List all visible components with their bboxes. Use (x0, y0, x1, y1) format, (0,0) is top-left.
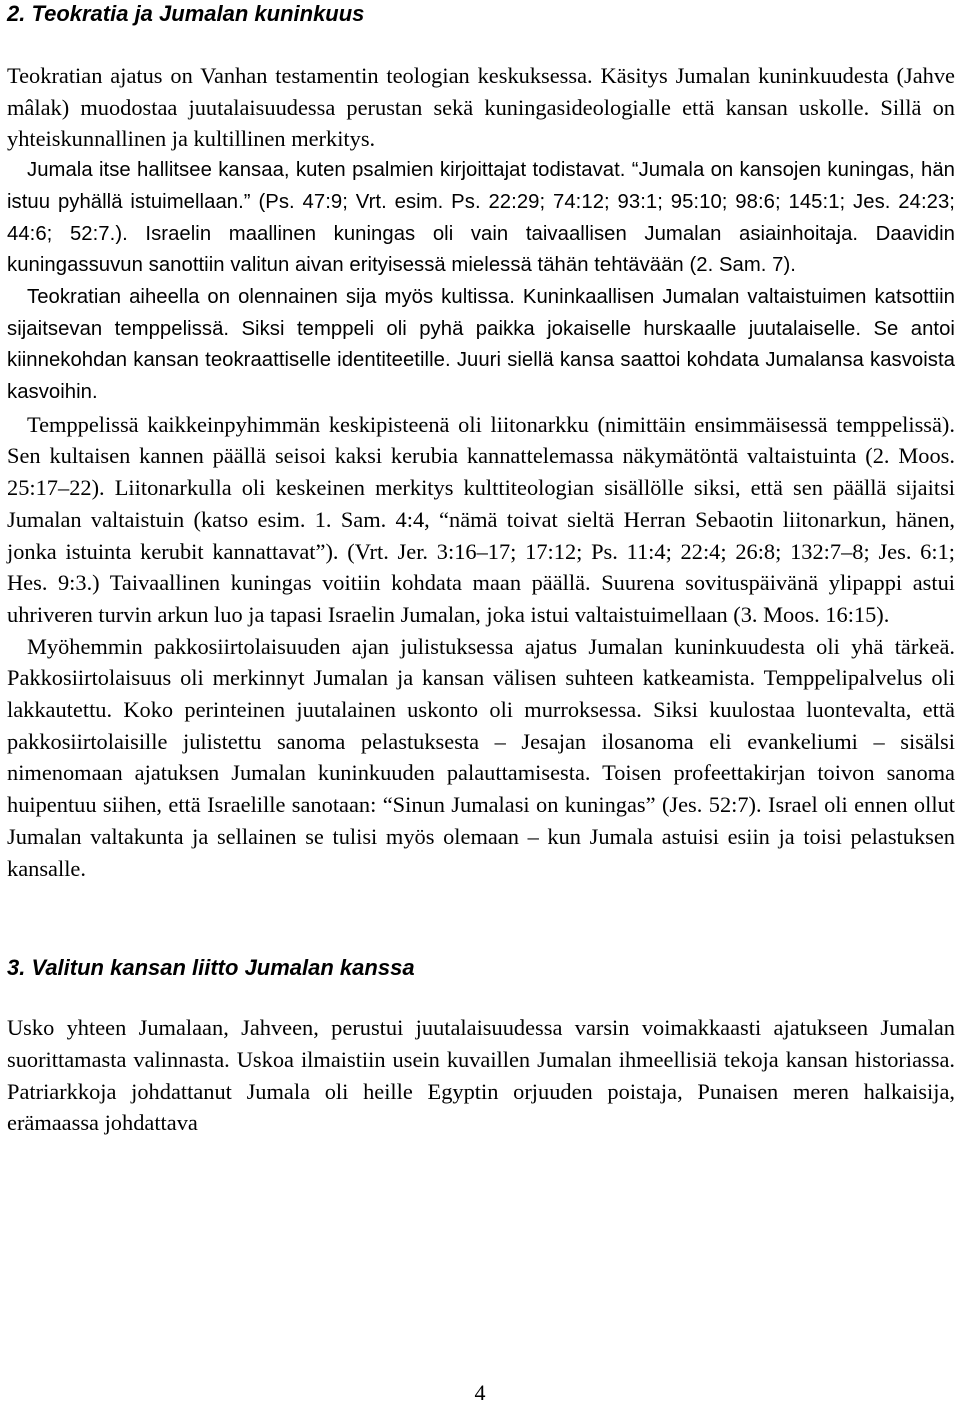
paragraph: Usko yhteen Jumalaan, Jahveen, perustui juutalaisuudessa varsin voimakkaasti ajatukseen Jumalan suorittamasta valinnasta. Uskoa ilmaistiin usein kuvaillen Jumalan ihmeellisiä tekoja kansan historiassa. Patriarkkoja johdattanut Jumala oli heille Egyptin orjuuden poistaja, Punaisen meren halkaisija, erämaassa johdattava (7, 1015, 955, 1136)
document-page (7, 0, 955, 1139)
paragraph: Jumala itse hallitsee kansaa, kuten psalmien kirjoittajat todistavat. “Jumala on kansojen kuningas, hän istuu pyhällä istuimellaan.” (Ps. 47:9; Vrt. esim. Ps. 22:29; 74:12; 93:1; 95:10; 98:6; 145:1; Jes. 24:23; 44:6; 52:7.). Israelin maallinen kuningas oli vain taivaallisen Jumalan asiainhoitaja. Daavidin kuningassuvun sanottiin valitun aivan erityisessä mielessä tähän tehtävään (2. Sam. 7). (7, 159, 955, 277)
paragraph: Myöhemmin pakkosiirtolaisuuden ajan julistuksessa ajatus Jumalan kuninkuudesta oli yhä tärkeä. Pakkosiirtolaisuus oli merkinnyt Jumalan ja kansan välisen suhteen katkeamista. Temppelipalvelus oli lakkautettu. Koko perinteinen juutalainen uskonto oli murroksessa. Siksi kuulostaa luontevalta, että pakkosiirtolaisille julistettu sanoma pelastuksesta – Jesajan ilosanoma eli evankeliumi – sisälsi nimenomaan ajatuksen Jumalan kuninkuuden palauttamisesta. Toisen profeettakirjan toivon sanoma huipentuu siihen, että Israelille sanotaan: “Sinun Jumalasi on kuningas” (Jes. 52:7). Israel oli ennen ollut Jumalan valtakunta ja sellainen se tulisi myös olemaan – kun Jumala astuisi esiin ja toisi pelastuksen kansalle. (7, 633, 955, 881)
page-number: 4 (474, 1380, 486, 1405)
section-heading: 3. Valitun kansan liitto Jumalan kanssa (7, 955, 415, 981)
section-heading: 2. Teokratia ja Jumalan kuninkuus (7, 1, 365, 26)
paragraph: Temppelissä kaikkeinpyhimmän keskipisteenä oli liitonarkku (nimittäin ensimmäisessä temppelissä). Sen kultaisen kannen päällä seisoi kaksi kerubia kannattelemassa näkymätöntä valtaistuinta (2. Moos. 25:17–22). Liitonarkulla oli keskeinen merkitys kulttiteologian sisällölle siksi, että sen päällä sijaitsi Jumalan valtaistuin (katso esim. 1. Sam. 4:4, “nämä toivat sieltä Herran Sebaotin liitonarkun, hänen, jonka istuinta kerubit kannattavat”). (Vrt. Jer. 3:16–17; 17:12; Ps. 11:4; 22:4; 26:8; 132:7–8; Jes. 6:1; Hes. 9:3.) Taivaallinen kuningas voitiin kohdata maan päällä. Suurena sovituspäivänä ylipappi astui uhriveren turvin arkun luo ja tapasi Israelin Jumalan, joka istui valtaistuimellaan (3. Moos. 16:15). (7, 411, 955, 627)
paragraph: Teokratian aiheella on olennainen sija myös kultissa. Kuninkaallisen Jumalan valtaistuimen katsottiin sijaitsevan temppelissä. Siksi temppeli oli pyhä paikka jokaiselle hurskaalle juutalaiselle. Se antoi kiinnekohdan kansan teokraattiselle identiteetille. Juuri siellä kansa saattoi kohdata Jumalansa kasvoista kasvoihin. (7, 285, 955, 404)
paragraph: Teokratian ajatus on Vanhan testamentin teologian keskuksessa. Käsitys Jumalan kuninkuudesta (Jahve mâlak) muodostaa juutalaisuudessa perustan sekä kuningasideologialle että kansan uskolle. Sillä on yhteiskunnallinen ja kultillinen merkitys. (7, 63, 955, 152)
